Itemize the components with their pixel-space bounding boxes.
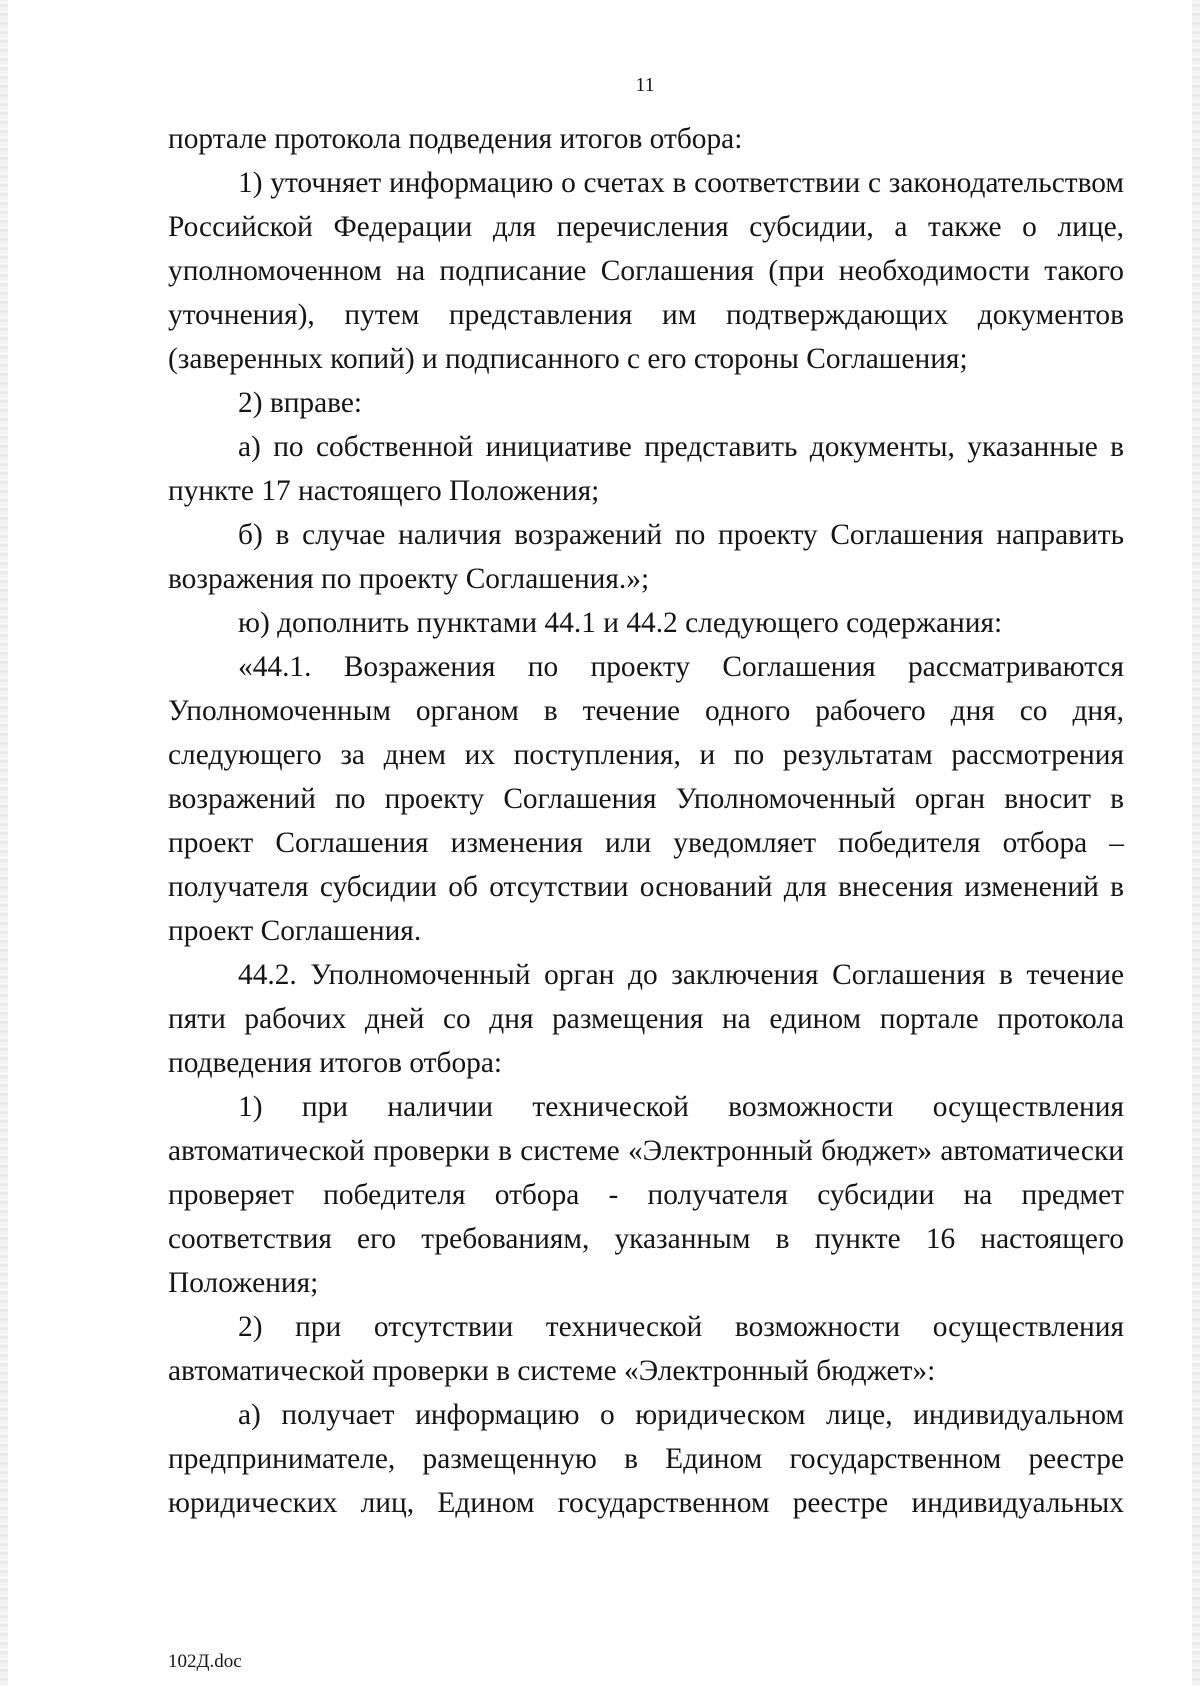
paragraph-subitem-a-documents: а) по собственной инициативе представить документы, указанные в пункте 17 настоящего Положения; bbox=[168, 431, 1124, 507]
paragraph-subitem-b-objections: б) в случае наличия возражений по проекту Соглашения направить возражения по проекту Соглашения.»; bbox=[168, 519, 1124, 595]
scan-edge-left bbox=[0, 0, 8, 1686]
paragraph-clause-44-1: «44.1. Возражения по проекту Соглашения рассматриваются Уполномоченным органом в течение одного рабочего дня со дня, следующего за днем их поступления, и по результатам рассмотрения возражений по проекту Соглашения Уполномоченный орган вносит в проект Соглашения изменения или уведомляет победителя отбора – получателя субсидии об отсутствии оснований для внесения изменений в проект Соглашения. bbox=[168, 651, 1124, 947]
paragraph-44-2-subitem-a: а) получает информацию о юридическом лице, индивидуальном предпринимателе, размещенную в Едином государственном реестре юридических лиц, Едином государственном реестре индивидуальных bbox=[168, 1399, 1124, 1519]
paragraph-clause-44-2: 44.2. Уполномоченный орган до заключения Соглашения в течение пяти рабочих дней со дня размещения на едином портале протокола подведения итогов отбора: bbox=[168, 959, 1124, 1079]
paragraph-44-2-item-2: 2) при отсутствии технической возможности осуществления автоматической проверки в системе «Электронный бюджет»: bbox=[168, 1311, 1124, 1387]
paragraph-item-2-entitled: 2) вправе: bbox=[238, 387, 363, 419]
paragraph-44-2-item-1: 1) при наличии технической возможности осуществления автоматической проверки в системе «Электронный бюджет» автоматически проверяет победителя отбора - получателя субсидии на предмет соответствия его требованиям, указанным в пункте 16 настоящего Положения; bbox=[168, 1091, 1124, 1299]
page-number: 11 bbox=[635, 74, 655, 96]
scan-edge-right bbox=[1192, 0, 1200, 1686]
paragraph-amendment-yu: ю) дополнить пунктами 44.1 и 44.2 следующего содержания: bbox=[238, 607, 1003, 639]
document-body bbox=[168, 117, 1124, 1525]
footer-filename: 102Д.doc bbox=[168, 1651, 242, 1672]
paragraph-item-1-clarifies-accounts: 1) уточняет информацию о счетах в соответствии с законодательством Российской Федерации для перечисления субсидии, а также о лице, уполномоченном на подписание Соглашения (при необходимости такого уточнения), путем представления им подтверждающих документов (заверенных копий) и подписанного с его стороны Соглашения; bbox=[168, 167, 1124, 375]
paragraph-continuation: портале протокола подведения итогов отбора: bbox=[168, 123, 743, 155]
